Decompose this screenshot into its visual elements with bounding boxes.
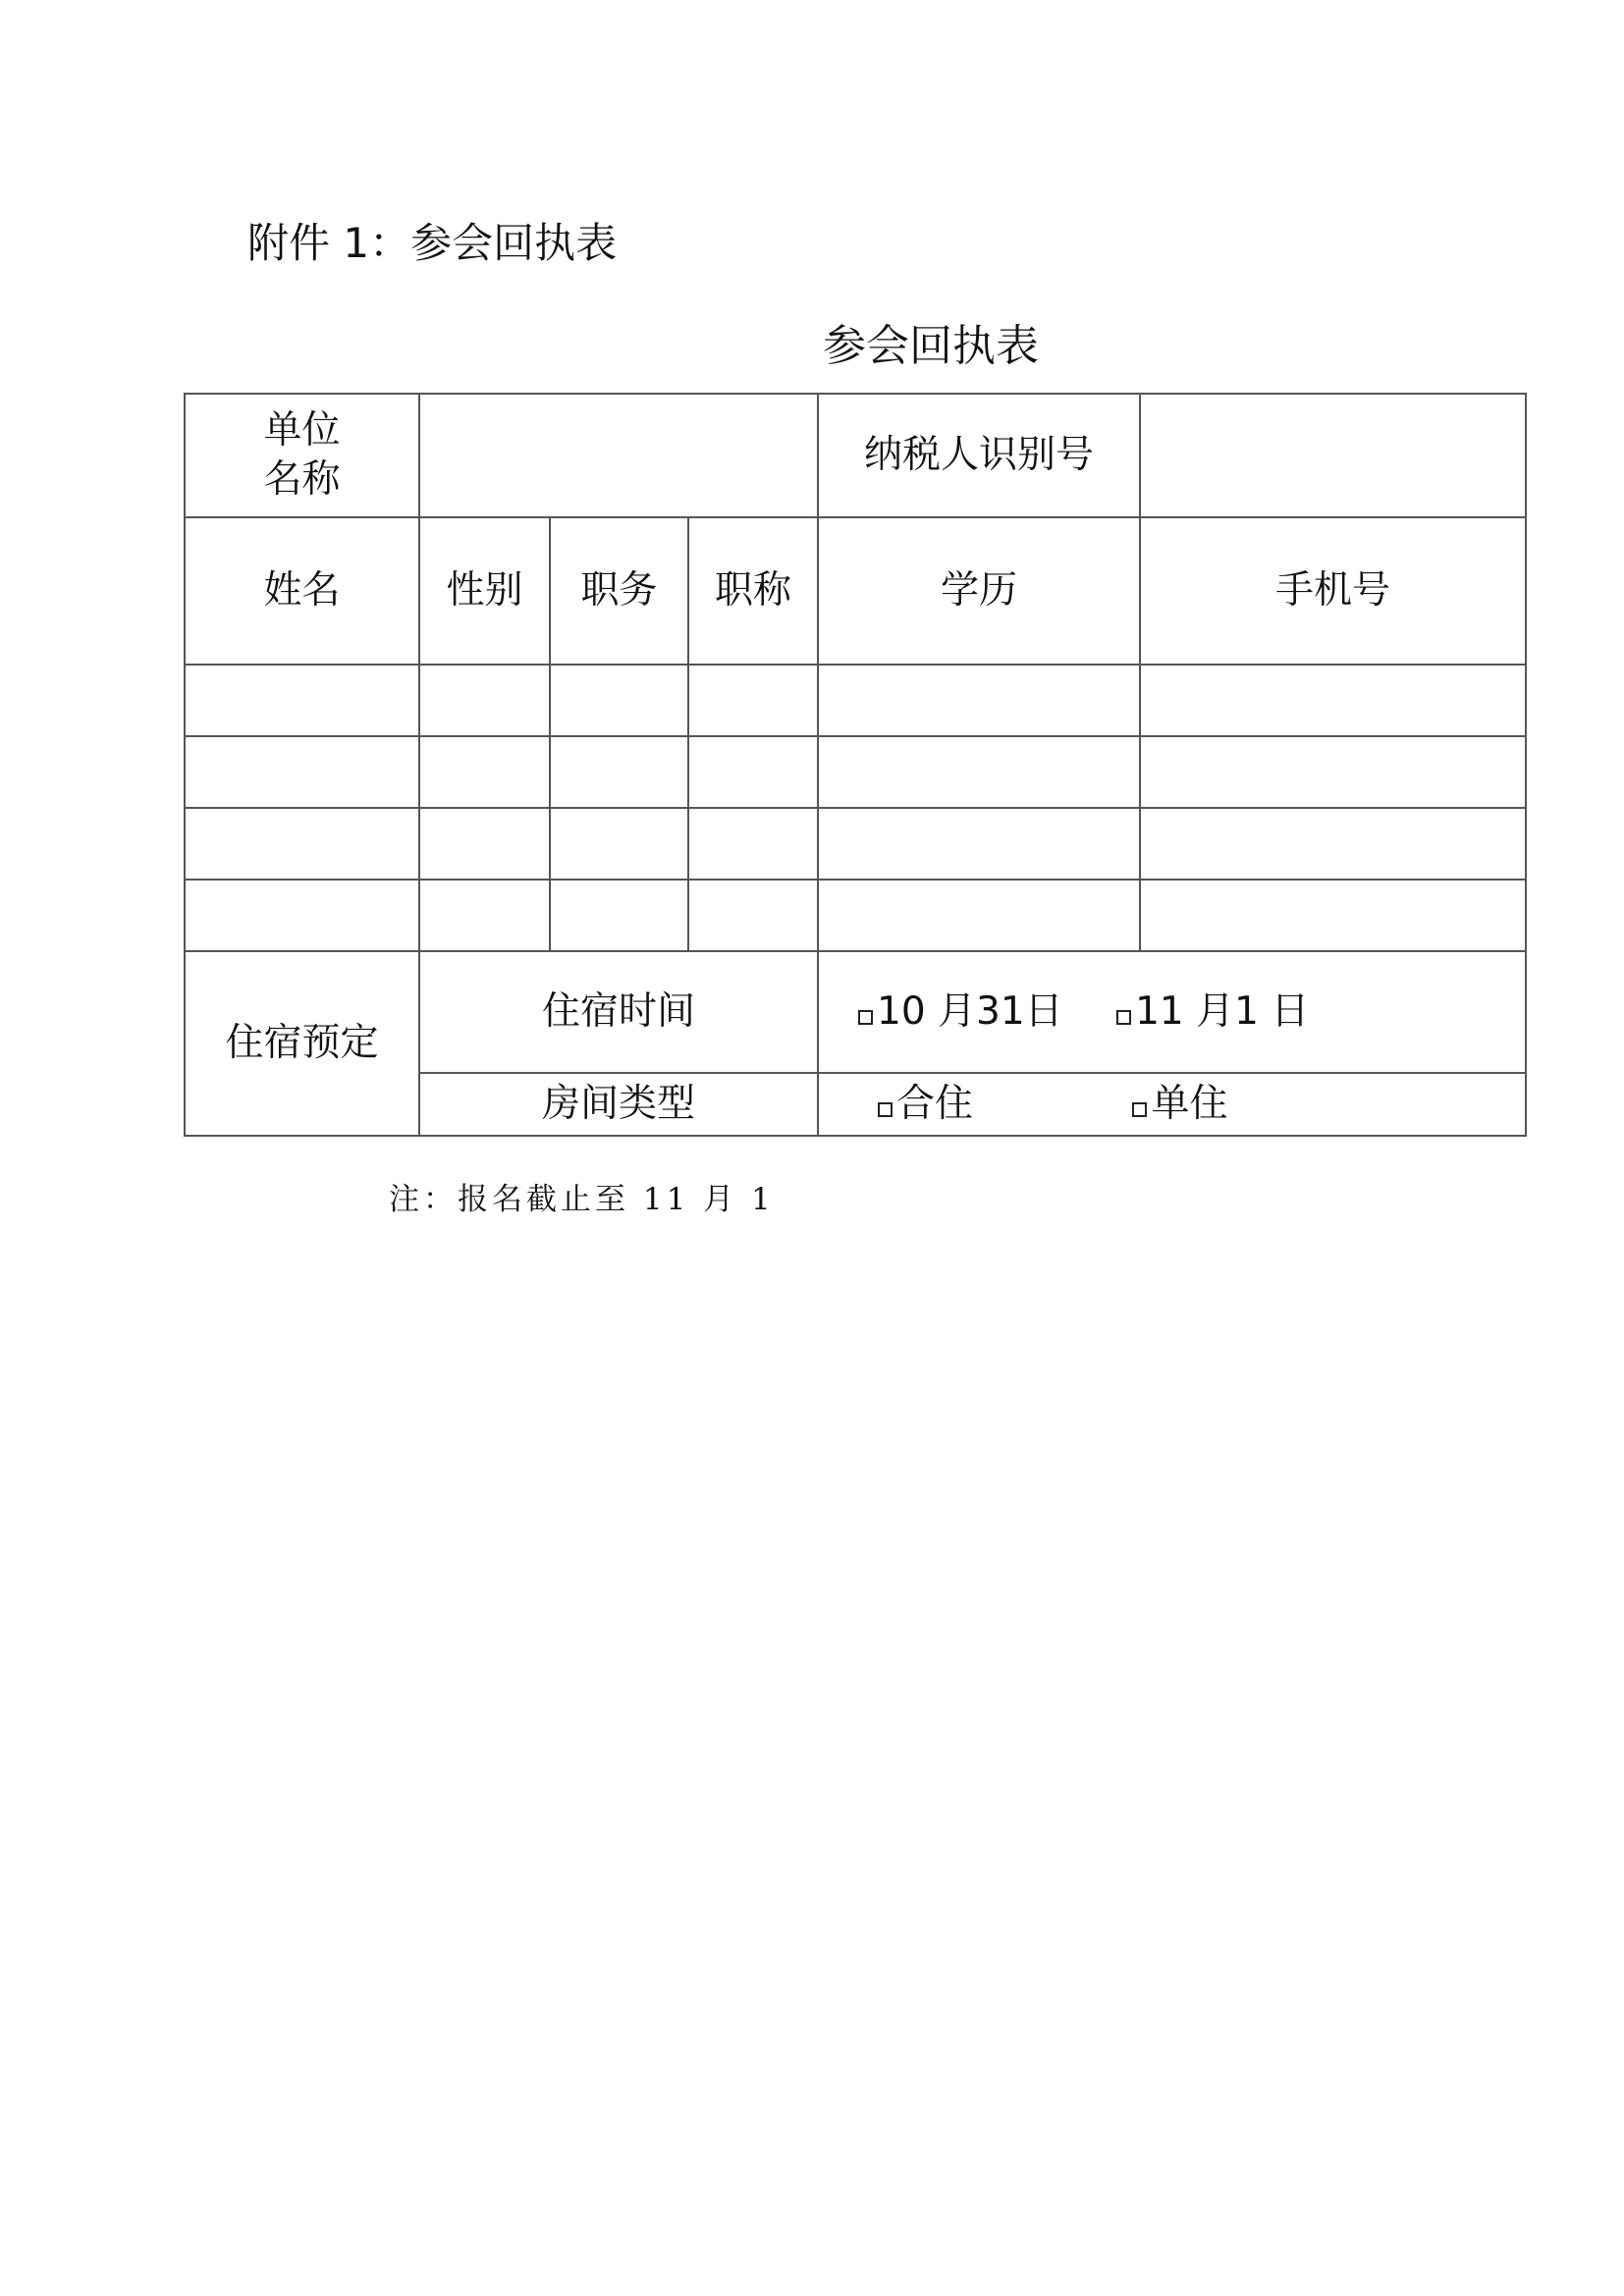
attendee-position-cell[interactable]	[550, 808, 688, 880]
checkbox-icon[interactable]	[1132, 1102, 1147, 1117]
checkbox-icon[interactable]	[858, 1010, 873, 1025]
room-option-label: 单住	[1151, 1082, 1228, 1126]
org-name-label	[185, 394, 419, 517]
attendee-row	[185, 736, 1526, 808]
attendee-phone-cell[interactable]	[1140, 665, 1526, 736]
date-option-nov1[interactable]	[1116, 988, 1309, 1037]
room-option-shared[interactable]	[878, 1080, 973, 1129]
attendee-phone-cell[interactable]	[1140, 880, 1526, 951]
col-header-phone: 手机号	[1140, 517, 1526, 665]
org-name-field[interactable]	[419, 394, 818, 517]
attendee-gender-cell[interactable]	[419, 736, 550, 808]
attendee-name-cell[interactable]	[185, 665, 419, 736]
attachment-title: 附件 1：参会回执表	[247, 219, 618, 267]
attendee-row	[185, 880, 1526, 951]
attendee-position-cell[interactable]	[550, 736, 688, 808]
registration-table	[184, 393, 1527, 1137]
stay-time-label: 住宿时间	[419, 951, 818, 1073]
col-header-education: 学历	[818, 517, 1140, 665]
form-title: 参会回执表	[823, 321, 1039, 371]
attendee-row	[185, 665, 1526, 736]
checkbox-icon[interactable]	[878, 1102, 893, 1117]
org-name-label-line1: 单位	[263, 408, 341, 453]
attendee-name-cell[interactable]	[185, 736, 419, 808]
attendee-name-cell[interactable]	[185, 808, 419, 880]
stay-date-options	[818, 951, 1526, 1073]
checkbox-icon[interactable]	[1116, 1010, 1131, 1025]
room-type-options	[818, 1073, 1526, 1136]
attendee-education-cell[interactable]	[818, 880, 1140, 951]
accommodation-label: 住宿预定	[185, 951, 419, 1136]
attendee-title-cell[interactable]	[688, 880, 818, 951]
org-row	[185, 394, 1526, 517]
date-option-label: 11 月1 日	[1135, 989, 1310, 1034]
attendee-position-cell[interactable]	[550, 665, 688, 736]
attendee-education-cell[interactable]	[818, 665, 1140, 736]
attendee-title-cell[interactable]	[688, 736, 818, 808]
deadline-note: 注：报名截止至 11 月 1	[389, 1182, 775, 1217]
attendee-header-row	[185, 517, 1526, 665]
attendee-phone-cell[interactable]	[1140, 736, 1526, 808]
tax-id-field[interactable]	[1140, 394, 1526, 517]
attendee-gender-cell[interactable]	[419, 665, 550, 736]
room-option-single[interactable]	[1132, 1080, 1227, 1129]
accommodation-time-row	[185, 951, 1526, 1073]
attendee-name-cell[interactable]	[185, 880, 419, 951]
attendee-gender-cell[interactable]	[419, 880, 550, 951]
attendee-gender-cell[interactable]	[419, 808, 550, 880]
col-header-position: 职务	[550, 517, 688, 665]
date-option-label: 10 月31日	[877, 989, 1063, 1034]
attendee-row	[185, 808, 1526, 880]
date-option-oct31[interactable]	[858, 988, 1063, 1037]
attendee-position-cell[interactable]	[550, 880, 688, 951]
attendee-education-cell[interactable]	[818, 808, 1140, 880]
room-type-label: 房间类型	[419, 1073, 818, 1136]
attendee-title-cell[interactable]	[688, 665, 818, 736]
col-header-gender: 性别	[419, 517, 550, 665]
attendee-title-cell[interactable]	[688, 808, 818, 880]
attendee-phone-cell[interactable]	[1140, 808, 1526, 880]
org-name-label-line2: 名称	[263, 457, 341, 502]
tax-id-label: 纳税人识别号	[818, 394, 1140, 517]
room-option-label: 合住	[896, 1082, 974, 1126]
col-header-title: 职称	[688, 517, 818, 665]
col-header-name: 姓名	[185, 517, 419, 665]
attendee-education-cell[interactable]	[818, 736, 1140, 808]
